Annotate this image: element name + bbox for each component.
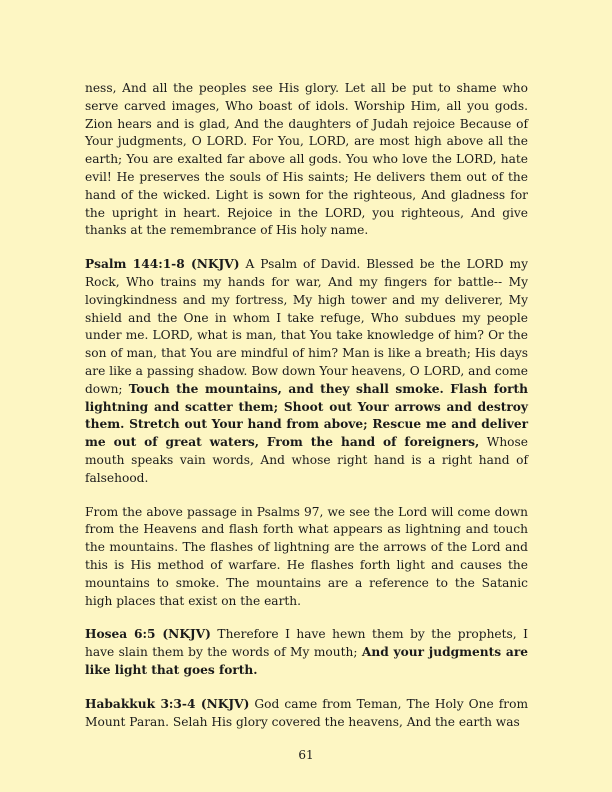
scripture-reference: Habakkuk 3:3-4 (NKJV) bbox=[85, 696, 250, 711]
paragraph-psalm-97-continuation bbox=[85, 80, 528, 240]
page-number: 61 bbox=[298, 748, 314, 762]
paragraph-habakkuk bbox=[85, 696, 528, 732]
scripture-emphasis: And your judgments are like light that goes forth. bbox=[85, 645, 528, 677]
paragraph-text: ness, And all the peoples see His glory. Let all be put to shame who serve carved images, Who boast of idols. Worship Him, all you gods. Zion hears and is glad, And the daughters of Judah rejoice Because of Your judgments, O LORD. For You, LORD, are most high above all the earth; You are exalted far above all gods. You who love the LORD, hate evil! He preserves the souls of His saints; He delivers them out of the hand of the wicked. Light is sown for the righteous, And gladness for the upright in heart. Rejoice in the LORD, you righteous, And give thanks at the remembrance of His holy name. bbox=[85, 81, 528, 238]
scripture-emphasis: Touch the mountains, and they shall smoke. Flash forth lightning and scatter them; Shoot out Your arrows and destroy them. Stretch out Your hand from above; Rescue me and deliver me out of great waters, From the hand of foreigners, bbox=[85, 381, 529, 450]
scripture-reference: Psalm 144:1-8 (NKJV) bbox=[85, 257, 240, 272]
page-body bbox=[85, 80, 528, 747]
scripture-reference: Hosea 6:5 (NKJV) bbox=[85, 627, 211, 642]
scripture-text: A Psalm of David. Blessed be the LORD my Rock, Who trains my hands for war, And my fingers for battle-- My lovingkindness and my fortress, My high tower and my deliverer, My shield and the One in whom I take refuge, Who subdues my people under me. LORD, what is man, that You take knowledge of him? Or the son of man, that You are mindful of him? Man is like a breath; His days are like a passing shadow. Bow down Your heavens, O LORD, and come down; bbox=[85, 257, 528, 396]
paragraph-commentary bbox=[85, 504, 528, 611]
paragraph-psalm-144 bbox=[85, 256, 528, 487]
paragraph-hosea bbox=[85, 626, 528, 679]
paragraph-text: From the above passage in Psalms 97, we see the Lord will come down from the Heavens and flash forth what appears as lightning and touch the mountains. The flashes of lightning are the arrows of the Lord and this is His method of warfare. He flashes forth light and causes the mountains to smoke. The mountains are a reference to the Satanic high places that exist on the earth. bbox=[85, 504, 528, 608]
scripture-text: Therefore I have hewn them by the prophets, I have slain them by the words of My mouth; bbox=[85, 627, 528, 660]
scripture-text-end: Whose mouth speaks vain words, And whose right hand is a right hand of falsehood. bbox=[85, 435, 528, 485]
scripture-text: God came from Teman, The Holy One from Mount Paran. Selah His glory covered the heavens, And the earth was bbox=[85, 696, 528, 729]
